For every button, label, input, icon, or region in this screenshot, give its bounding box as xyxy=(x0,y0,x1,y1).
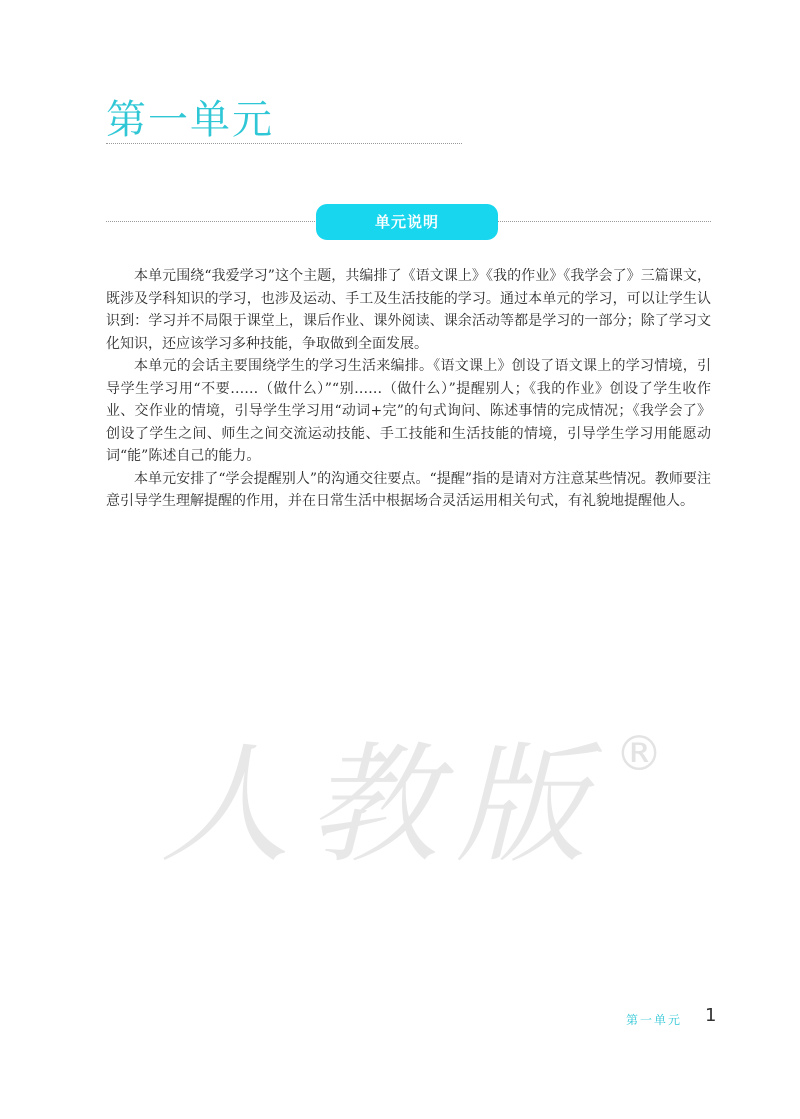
paragraph-2: 本单元的会话主要围绕学生的学习生活来编排。《语文课上》创设了语文课上的学习情境，引导学生学习用“不要……（做什么）”“别……（做什么）”提醒别人；《我的作业》创设了学生收作业、交作业的情境，引导学生学习用“动词+完”的句式询问、陈述事情的完成情况；《我学会了》创设了学生之间、师生之间交流运动技能、手工技能和生活技能的情境，引导学生学习用能愿动词“能”陈述自己的能力。 xyxy=(106,358,711,464)
footer-unit-label: 第一单元 xyxy=(626,1013,683,1027)
watermark-text: 人教版 xyxy=(160,729,605,881)
section-badge: 单元说明 xyxy=(316,204,498,240)
body-text xyxy=(106,265,711,513)
unit-title: 第一单元 xyxy=(106,97,274,143)
paragraph-1: 本单元围绕“我爱学习”这个主题，共编排了《语文课上》《我的作业》《我学会了》三篇课文，既涉及学科知识的学习，也涉及运动、手工及生活技能的学习。通过本单元的学习，可以让学生认识到：学习并不局限于课堂上，课后作业、课外阅读、课余活动等都是学习的一部分；除了学习文化知识，还应该学习多种技能，争取做到全面发展。 xyxy=(106,268,711,352)
page-number: 1 xyxy=(705,1005,717,1026)
publisher-watermark xyxy=(140,700,680,900)
title-divider xyxy=(106,143,462,144)
registered-mark: ® xyxy=(615,726,663,782)
paragraph-3: 本单元安排了“学会提醒别人”的沟通交往要点。“提醒”指的是请对方注意某些情况。教师要注意引导学生理解提醒的作用，并在日常生活中根据场合灵活运用相关句式，有礼貌地提醒他人。 xyxy=(106,470,711,509)
